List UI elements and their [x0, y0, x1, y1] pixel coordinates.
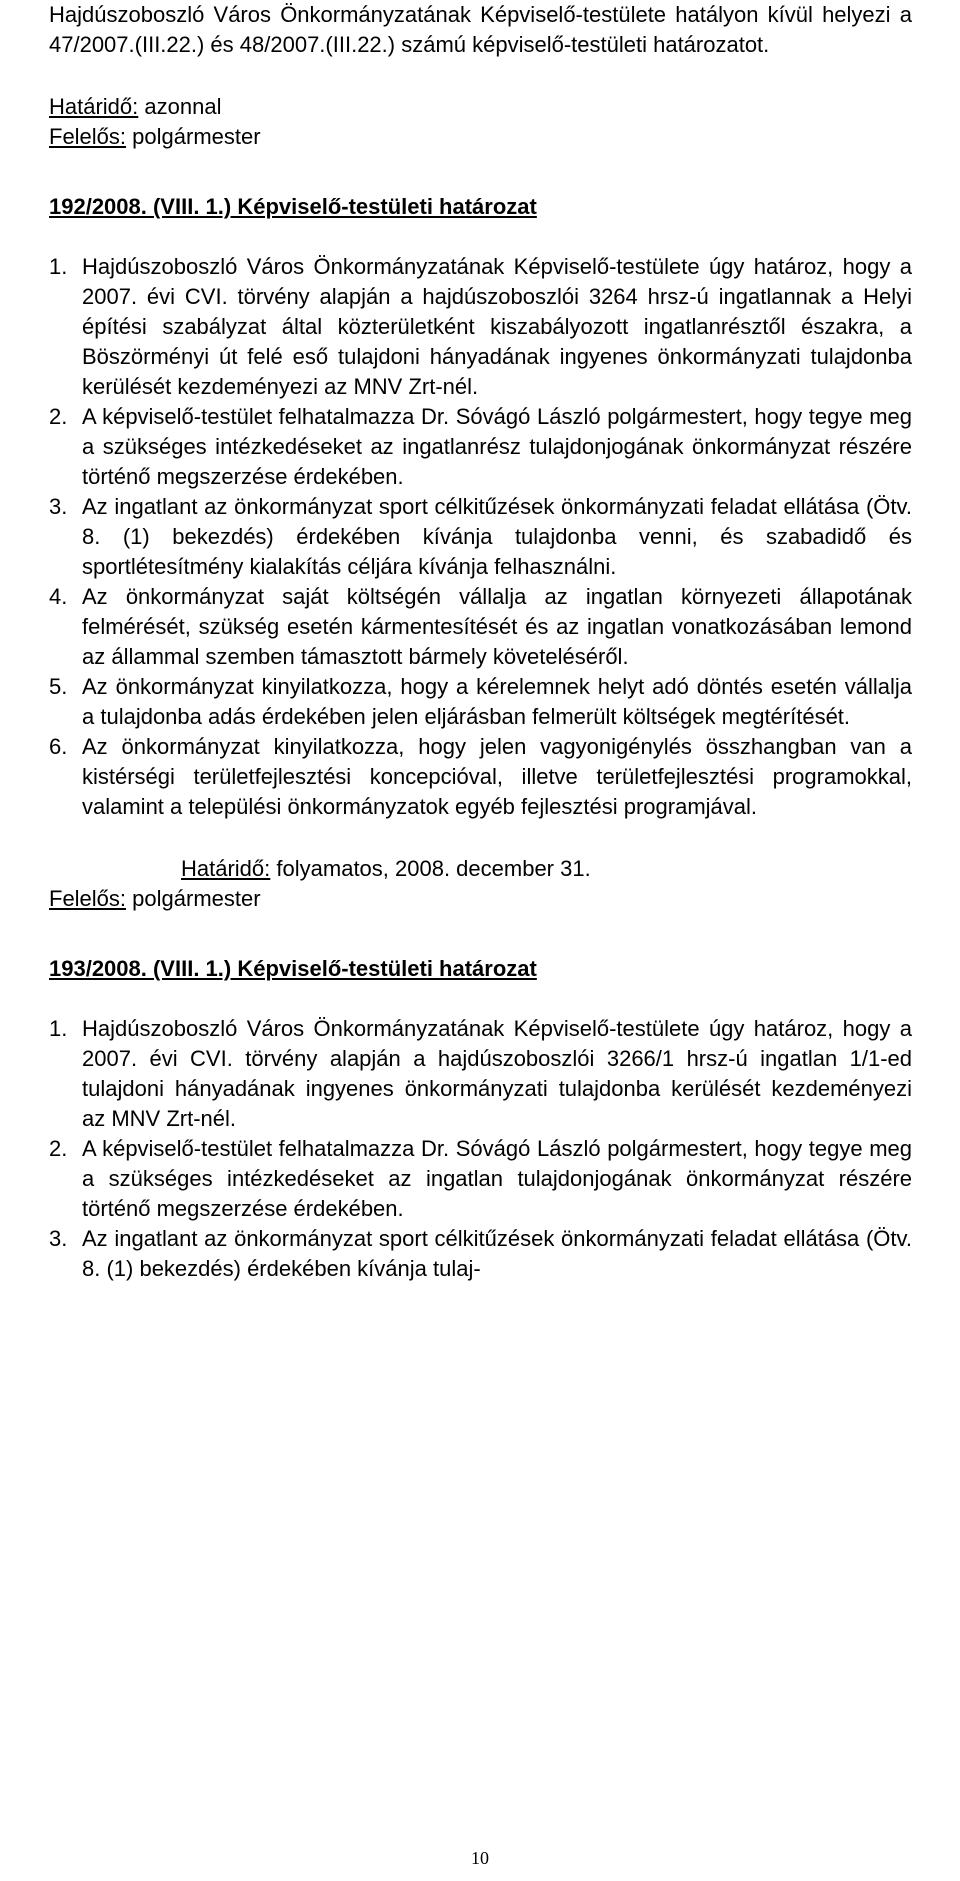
intro-deadline-line: [49, 92, 912, 122]
intro-deadline-label: Határidő:: [49, 94, 139, 119]
resolution-192-item: [49, 732, 912, 822]
intro-paragraph: Hajdúszoboszló Város Önkormányzatának Képviselő-testülete hatályon kívül helyezi a 47/2007.(III.22.) és 48/2007.(III.22.) számú képviselő-testületi határozatot.: [49, 2, 912, 57]
item-number: 4.: [49, 584, 68, 609]
item-text: Az önkormányzat kinyilatkozza, hogy a kérelemnek helyt adó döntés esetén vállalja a tulajdonba adás érdekében jelen eljárásban felmerült költségek megtérítését.: [82, 674, 912, 729]
resolution-192-item: [49, 402, 912, 492]
intro-responsible-label: Felelős:: [49, 124, 127, 149]
item-number: 3.: [49, 1226, 68, 1251]
resolution-192-responsible-value: polgármester: [132, 886, 261, 911]
item-number: 2.: [49, 1136, 68, 1161]
resolution-192-item: [49, 672, 912, 732]
document-page: [49, 0, 912, 1284]
item-text: Az önkormányzat saját költségén vállalja az ingatlan környezeti állapotának felmérését, szükség esetén kármentesítését és az ingatlan vonatkozásában lemond az állammal szemben támasztott bármely követeléséről.: [82, 584, 912, 669]
resolution-192-item: [49, 252, 912, 402]
resolution-192-items: [49, 252, 912, 822]
item-number: 5.: [49, 674, 68, 699]
page-number: 10: [471, 1848, 489, 1868]
item-number: 6.: [49, 734, 68, 759]
resolution-192-responsible-line: [49, 884, 912, 914]
item-number: 1.: [49, 1016, 68, 1041]
resolution-192-deadline-label: Határidő:: [181, 856, 271, 881]
item-text: A képviselő-testület felhatalmazza Dr. Sóvágó László polgármestert, hogy tegye meg a szükséges intézkedéseket az ingatlan tulajdonjogának önkormányzat részére történő megszerzése érdekében.: [82, 1136, 912, 1221]
resolution-192-deadline-value: folyamatos, 2008. december 31.: [276, 856, 591, 881]
item-text: Az ingatlant az önkormányzat sport célkitűzések önkormányzati feladat ellátása (Ötv. 8. (1) bekezdés) érdekében kívánja tulajdonba venni, és szabadidő és sportlétesítmény kialakítás céljára kívánja felhasználni.: [82, 494, 912, 579]
item-text: Az ingatlant az önkormányzat sport célkitűzések önkormányzati feladat ellátása (Ötv. 8. (1) bekezdés) érdekében kívánja tulaj-: [82, 1226, 912, 1281]
resolution-192-responsible-label: Felelős:: [49, 886, 127, 911]
item-text: Hajdúszoboszló Város Önkormányzatának Képviselő-testülete úgy határoz, hogy a 2007. évi CVI. törvény alapján a hajdúszoboszlói 3266/1 hrsz-ú ingatlan 1/1-ed tulajdoni hányadának ingyenes önkormányzati tulajdonba kerülését kezdeményezi az MNV Zrt-nél.: [82, 1016, 912, 1131]
intro-deadline-value: azonnal: [144, 94, 222, 119]
resolution-193-item: [49, 1224, 912, 1284]
item-number: 3.: [49, 494, 68, 519]
resolution-193-items: [49, 1014, 912, 1284]
resolution-192-item: [49, 582, 912, 672]
resolution-192-item: [49, 492, 912, 582]
item-text: Az önkormányzat kinyilatkozza, hogy jelen vagyonigénylés összhangban van a kistérségi területfejlesztési koncepcióval, illetve területfejlesztési programokkal, valamint a települési önkormányzatok egyéb fejlesztési programjával.: [82, 734, 912, 819]
item-text: Hajdúszoboszló Város Önkormányzatának Képviselő-testülete úgy határoz, hogy a 2007. évi CVI. törvény alapján a hajdúszoboszlói 3264 hrsz-ú ingatlannak a Helyi építési szabályzat által közterületként kiszabályozott ingatlanrésztől északra, a Böszörményi út felé eső tulajdoni hányadának ingyenes önkormányzati tulajdonba kerülését kezdeményezi az MNV Zrt-nél.: [82, 254, 912, 399]
item-number: 2.: [49, 404, 68, 429]
intro-responsible-value: polgármester: [132, 124, 261, 149]
intro-responsible-line: [49, 122, 912, 152]
resolution-193-item: [49, 1014, 912, 1134]
item-text: A képviselő-testület felhatalmazza Dr. Sóvágó László polgármestert, hogy tegye meg a szükséges intézkedéseket az ingatlanrész tulajdonjogának önkormányzat részére történő megszerzése érdekében.: [82, 404, 912, 489]
item-number: 1.: [49, 254, 68, 279]
resolution-192-deadline-line: [49, 854, 912, 884]
resolution-192-heading: 192/2008. (VIII. 1.) Képviselő-testületi határozat: [49, 194, 537, 219]
resolution-193-item: [49, 1134, 912, 1224]
resolution-193-heading: 193/2008. (VIII. 1.) Képviselő-testületi határozat: [49, 956, 537, 981]
